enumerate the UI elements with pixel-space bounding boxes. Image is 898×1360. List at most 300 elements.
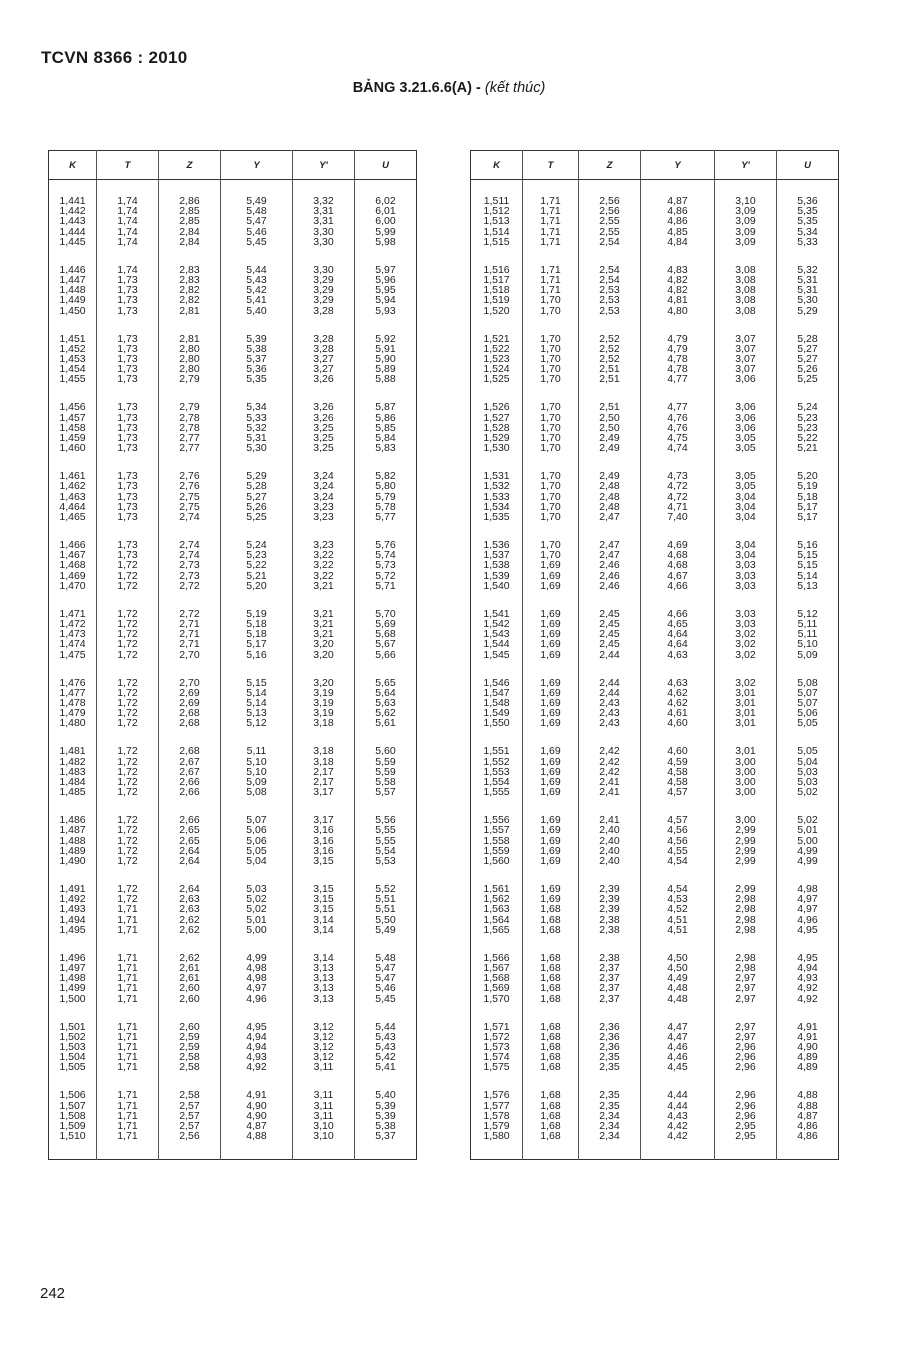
value-u: 4,90 — [797, 1040, 818, 1053]
value-k: 1,447 — [59, 273, 86, 286]
value-y-prime: 3,02 — [735, 628, 756, 641]
value-y-prime: 3,01 — [735, 707, 756, 720]
value-t: 1,71 — [117, 1089, 138, 1102]
column-cell-u — [355, 953, 417, 1022]
column-cell-y-prime — [715, 334, 777, 403]
value-t: 1,73 — [117, 431, 138, 444]
value-y-prime: 2,99 — [735, 882, 756, 895]
column-cell-t — [523, 1022, 579, 1091]
column-cell-z — [159, 884, 221, 953]
value-y: 4,76 — [667, 411, 688, 424]
value-t: 1,69 — [540, 676, 561, 689]
value-y-prime: 3,20 — [313, 676, 334, 689]
col-header-z: Z — [159, 151, 221, 180]
column-cell-t — [523, 334, 579, 403]
value-y: 4,56 — [667, 834, 688, 847]
column-cell-k — [49, 746, 97, 815]
value-t: 1,71 — [117, 961, 138, 974]
value-k: 1,497 — [59, 961, 86, 974]
value-z: 2,45 — [599, 628, 620, 641]
value-k: 1,458 — [59, 421, 86, 434]
value-t: 1,69 — [540, 686, 561, 699]
table-row-group — [471, 471, 839, 540]
value-y: 4,93 — [246, 1051, 267, 1064]
value-y: 4,73 — [667, 470, 688, 483]
value-k: 1,575 — [483, 1061, 510, 1074]
value-z: 2,36 — [599, 1020, 620, 1033]
value-u: 5,80 — [375, 480, 396, 493]
value-z: 2,79 — [179, 401, 200, 414]
column-cell-t — [523, 265, 579, 334]
value-y-prime: 3,01 — [735, 745, 756, 758]
value-y-prime: 3,11 — [313, 1109, 334, 1122]
value-u: 5,52 — [375, 882, 396, 895]
value-u: 5,07 — [797, 696, 818, 709]
value-z: 2,62 — [179, 951, 200, 964]
value-y-prime: 2,96 — [735, 1051, 756, 1064]
value-y-prime: 3,07 — [735, 332, 756, 345]
table-row-group — [471, 678, 839, 747]
value-t: 1,73 — [117, 332, 138, 345]
value-z: 2,35 — [599, 1051, 620, 1064]
value-y: 4,47 — [667, 1030, 688, 1043]
column-cell-t — [97, 815, 159, 884]
value-t: 1,72 — [117, 696, 138, 709]
value-z: 2,76 — [179, 470, 200, 483]
right-data-table — [470, 150, 839, 1160]
left-data-table — [48, 150, 417, 1160]
value-z: 2,56 — [599, 195, 620, 207]
column-cell-y — [221, 540, 293, 609]
value-k: 1,533 — [483, 490, 510, 503]
value-y-prime: 3,12 — [313, 1020, 334, 1033]
value-y: 4,56 — [667, 824, 688, 837]
value-k: 1,514 — [483, 225, 510, 238]
value-z: 2,72 — [179, 607, 200, 620]
column-cell-y-prime — [715, 609, 777, 678]
value-t: 1,70 — [540, 442, 561, 455]
value-z: 2,41 — [599, 786, 620, 799]
value-t: 1,69 — [540, 775, 561, 788]
value-u: 5,77 — [375, 510, 396, 523]
value-z: 2,64 — [179, 844, 200, 857]
value-y: 4,92 — [246, 1061, 267, 1074]
column-cell-u — [777, 334, 839, 403]
value-t: 1,69 — [540, 607, 561, 620]
value-u: 5,29 — [797, 304, 818, 317]
value-z: 2,49 — [599, 431, 620, 444]
value-k: 1,505 — [59, 1061, 86, 1074]
value-k: 1,547 — [483, 686, 510, 699]
value-y: 4,86 — [667, 205, 688, 218]
value-k: 1,489 — [59, 844, 86, 857]
value-y-prime: 3,16 — [313, 824, 334, 837]
value-y-prime: 3,24 — [313, 480, 334, 493]
value-t: 1,69 — [540, 854, 561, 867]
value-y: 5,10 — [246, 765, 267, 778]
value-z: 2,65 — [179, 834, 200, 847]
value-t: 1,72 — [117, 755, 138, 768]
value-y: 5,49 — [246, 195, 267, 207]
value-y-prime: 3,28 — [313, 304, 334, 317]
value-u: 5,71 — [375, 579, 396, 592]
value-y-prime: 2,96 — [735, 1099, 756, 1112]
column-cell-t — [97, 471, 159, 540]
value-u: 5,19 — [797, 480, 818, 493]
value-z: 2,72 — [179, 579, 200, 592]
table-title-main: BẢNG 3.21.6.6(A) - — [352, 80, 485, 96]
column-cell-y — [641, 265, 715, 334]
value-u: 4,89 — [797, 1061, 818, 1074]
column-cell-z — [579, 1090, 641, 1159]
column-cell-y-prime — [715, 815, 777, 884]
value-u: 5,03 — [797, 775, 818, 788]
value-z: 2,53 — [599, 294, 620, 307]
value-z: 2,48 — [599, 500, 620, 513]
column-cell-z — [159, 746, 221, 815]
value-t: 1,70 — [540, 538, 561, 551]
value-u: 5,31 — [797, 273, 818, 286]
column-cell-k — [471, 1090, 523, 1159]
value-t: 1,71 — [117, 982, 138, 995]
value-y-prime: 3,30 — [313, 263, 334, 276]
value-k: 1,487 — [59, 824, 86, 837]
value-y: 4,94 — [246, 1030, 267, 1043]
value-y-prime: 3,04 — [735, 490, 756, 503]
value-u: 5,72 — [375, 569, 396, 582]
column-cell-y — [641, 196, 715, 265]
value-y: 4,53 — [667, 893, 688, 906]
column-cell-y — [641, 334, 715, 403]
value-y: 4,43 — [667, 1109, 688, 1122]
value-t: 1,72 — [117, 607, 138, 620]
value-y-prime: 3,02 — [735, 676, 756, 689]
value-y-prime: 3,19 — [313, 707, 334, 720]
value-u: 4,97 — [797, 893, 818, 906]
value-u: 5,87 — [375, 401, 396, 414]
value-y: 5,25 — [246, 510, 267, 523]
value-z: 2,65 — [179, 824, 200, 837]
value-k: 1,549 — [483, 707, 510, 720]
value-y-prime: 2,96 — [735, 1061, 756, 1074]
value-k: 1,506 — [59, 1089, 86, 1102]
value-u: 5,11 — [797, 617, 818, 630]
value-y-prime: 3,26 — [313, 411, 334, 424]
value-z: 2,37 — [599, 972, 620, 985]
value-z: 2,83 — [179, 263, 200, 276]
value-y: 5,38 — [246, 342, 267, 355]
value-z: 2,54 — [599, 273, 620, 286]
value-k: 1,541 — [483, 607, 510, 620]
column-cell-t — [97, 884, 159, 953]
value-y: 5,13 — [246, 707, 267, 720]
value-z: 2,44 — [599, 648, 620, 661]
value-k: 1,510 — [59, 1130, 86, 1143]
value-k: 1,511 — [483, 195, 510, 207]
value-y: 4,91 — [246, 1089, 267, 1102]
column-cell-y-prime — [293, 678, 355, 747]
table-row-group — [49, 884, 417, 953]
value-k: 1,479 — [59, 707, 86, 720]
value-u: 5,25 — [797, 373, 818, 386]
value-u: 5,93 — [375, 304, 396, 317]
value-k: 1,573 — [483, 1040, 510, 1053]
column-cell-t — [523, 678, 579, 747]
value-k: 1,578 — [483, 1109, 510, 1122]
value-u: 5,84 — [375, 431, 396, 444]
value-y: 4,82 — [667, 273, 688, 286]
value-y-prime: 3,19 — [313, 696, 334, 709]
value-t: 1,68 — [540, 1130, 561, 1143]
value-u: 4,99 — [797, 854, 818, 867]
value-t: 1,72 — [117, 844, 138, 857]
value-y-prime: 3,30 — [313, 225, 334, 238]
value-t: 1,68 — [540, 1061, 561, 1074]
value-u: 5,39 — [375, 1109, 396, 1122]
column-cell-k — [49, 334, 97, 403]
value-u: 5,21 — [797, 442, 818, 455]
column-cell-u — [777, 1022, 839, 1091]
table-row-group — [49, 1090, 417, 1159]
value-y-prime: 3,03 — [735, 617, 756, 630]
col-header-k: K — [49, 151, 97, 180]
column-cell-z — [159, 678, 221, 747]
value-t: 1,68 — [540, 1020, 561, 1033]
value-u: 5,82 — [375, 470, 396, 483]
column-cell-t — [523, 953, 579, 1022]
value-k: 1,462 — [59, 480, 86, 493]
value-y-prime: 3,22 — [313, 569, 334, 582]
value-y-prime: 3,07 — [735, 342, 756, 355]
value-y: 4,95 — [246, 1020, 267, 1033]
column-cell-y — [641, 884, 715, 953]
value-z: 2,84 — [179, 235, 200, 248]
value-u: 5,01 — [797, 824, 818, 837]
value-z: 2,64 — [179, 854, 200, 867]
value-y: 5,12 — [246, 717, 267, 730]
value-y-prime: 3,13 — [313, 961, 334, 974]
value-k: 1,525 — [483, 373, 510, 386]
spacer-cell — [523, 180, 579, 197]
value-y: 4,82 — [667, 284, 688, 297]
value-y-prime: 3,10 — [313, 1119, 334, 1132]
value-u: 5,00 — [797, 834, 818, 847]
column-cell-y-prime — [715, 1022, 777, 1091]
value-z: 2,55 — [599, 215, 620, 228]
value-u: 5,05 — [797, 717, 818, 730]
value-u: 5,33 — [797, 235, 818, 248]
col-header-t: T — [97, 151, 159, 180]
column-cell-u — [355, 265, 417, 334]
col-header-y-prime: Y' — [715, 151, 777, 180]
column-cell-y — [641, 471, 715, 540]
value-z: 2,48 — [599, 480, 620, 493]
value-y: 5,32 — [246, 421, 267, 434]
value-u: 4,96 — [797, 913, 818, 926]
value-k: 1,508 — [59, 1109, 86, 1122]
value-y-prime: 2,97 — [735, 1030, 756, 1043]
value-k: 1,530 — [483, 442, 510, 455]
value-u: 5,20 — [797, 470, 818, 483]
value-k: 1,491 — [59, 882, 86, 895]
value-t: 1,73 — [117, 442, 138, 455]
value-y-prime: 3,06 — [735, 401, 756, 414]
value-u: 5,79 — [375, 490, 396, 503]
value-k: 1,494 — [59, 913, 86, 926]
value-t: 1,72 — [117, 628, 138, 641]
value-y: 4,71 — [667, 500, 688, 513]
value-z: 2,76 — [179, 480, 200, 493]
value-y-prime: 3,21 — [313, 628, 334, 641]
value-z: 2,47 — [599, 510, 620, 523]
value-u: 5,09 — [797, 648, 818, 661]
value-u: 5,88 — [375, 373, 396, 386]
value-u: 5,60 — [375, 745, 396, 758]
column-cell-u — [355, 196, 417, 265]
table-row-group — [49, 953, 417, 1022]
value-k: 1,546 — [483, 676, 510, 689]
column-cell-y-prime — [715, 678, 777, 747]
value-z: 2,57 — [179, 1109, 200, 1122]
value-u: 5,49 — [375, 923, 396, 936]
value-z: 2,80 — [179, 342, 200, 355]
value-y-prime: 3,03 — [735, 559, 756, 572]
value-k: 1,528 — [483, 421, 510, 434]
value-u: 5,97 — [375, 263, 396, 276]
value-t: 1,71 — [540, 225, 561, 238]
value-u: 5,46 — [375, 982, 396, 995]
value-y: 4,76 — [667, 421, 688, 434]
value-u: 5,44 — [375, 1020, 396, 1033]
column-cell-k — [471, 334, 523, 403]
value-u: 5,99 — [375, 225, 396, 238]
column-cell-t — [523, 884, 579, 953]
value-y: 4,79 — [667, 332, 688, 345]
value-k: 1,555 — [483, 786, 510, 799]
value-k: 1,465 — [59, 510, 86, 523]
column-cell-y — [221, 196, 293, 265]
value-y: 5,09 — [246, 775, 267, 788]
value-t: 1,71 — [117, 923, 138, 936]
value-y: 5,01 — [246, 913, 267, 926]
value-y-prime: 3,21 — [313, 617, 334, 630]
value-y: 5,36 — [246, 363, 267, 376]
value-y: 4,64 — [667, 628, 688, 641]
value-y-prime: 3,21 — [313, 607, 334, 620]
value-y-prime: 3,32 — [313, 195, 334, 207]
value-u: 5,55 — [375, 834, 396, 847]
value-y-prime: 3,06 — [735, 411, 756, 424]
value-y-prime: 3,12 — [313, 1030, 334, 1043]
value-u: 4,98 — [797, 882, 818, 895]
value-t: 1,69 — [540, 834, 561, 847]
value-z: 2,39 — [599, 903, 620, 916]
value-k: 1,571 — [483, 1020, 510, 1033]
value-y: 4,78 — [667, 352, 688, 365]
column-cell-t — [523, 1090, 579, 1159]
value-k: 1,467 — [59, 549, 86, 562]
value-z: 2,64 — [179, 882, 200, 895]
value-y: 5,33 — [246, 411, 267, 424]
value-t: 1,69 — [540, 638, 561, 651]
value-k: 1,535 — [483, 510, 510, 523]
value-y-prime: 3,13 — [313, 982, 334, 995]
value-k: 1,509 — [59, 1119, 86, 1132]
column-cell-u — [777, 678, 839, 747]
column-cell-u — [777, 471, 839, 540]
column-cell-t — [523, 609, 579, 678]
value-z: 2,60 — [179, 982, 200, 995]
value-z: 2,49 — [599, 470, 620, 483]
value-t: 1,71 — [117, 992, 138, 1005]
value-y-prime: 3,09 — [735, 235, 756, 248]
column-cell-t — [97, 1090, 159, 1159]
column-cell-y-prime — [293, 334, 355, 403]
value-y: 4,86 — [667, 215, 688, 228]
value-z: 2,82 — [179, 294, 200, 307]
value-y: 4,66 — [667, 607, 688, 620]
value-y-prime: 2,98 — [735, 961, 756, 974]
value-y: 4,77 — [667, 373, 688, 386]
value-k: 1,527 — [483, 411, 510, 424]
value-y-prime: 3,19 — [313, 686, 334, 699]
column-cell-z — [579, 540, 641, 609]
column-cell-u — [355, 1022, 417, 1091]
table-row-group — [471, 1090, 839, 1159]
value-y-prime: 2,96 — [735, 1040, 756, 1053]
spacer-cell — [97, 180, 159, 197]
value-t: 1,72 — [117, 786, 138, 799]
value-t: 1,71 — [540, 195, 561, 207]
value-t: 1,71 — [540, 263, 561, 276]
value-t: 1,73 — [117, 304, 138, 317]
value-y: 4,88 — [246, 1130, 267, 1143]
value-t: 1,73 — [117, 421, 138, 434]
value-y-prime: 3,05 — [735, 470, 756, 483]
value-z: 2,44 — [599, 676, 620, 689]
column-cell-k — [49, 196, 97, 265]
header-row — [49, 151, 417, 180]
value-t: 1,73 — [117, 500, 138, 513]
value-y: 5,41 — [246, 294, 267, 307]
value-z: 2,73 — [179, 569, 200, 582]
column-cell-y-prime — [715, 471, 777, 540]
value-z: 2,52 — [599, 332, 620, 345]
value-u: 5,59 — [375, 765, 396, 778]
value-u: 5,31 — [797, 284, 818, 297]
value-u: 5,98 — [375, 235, 396, 248]
column-cell-z — [159, 815, 221, 884]
value-y: 4,90 — [246, 1099, 267, 1112]
column-cell-z — [579, 884, 641, 953]
column-cell-y — [221, 1022, 293, 1091]
value-z: 2,53 — [599, 284, 620, 297]
value-t: 1,69 — [540, 717, 561, 730]
value-y-prime: 3,08 — [735, 294, 756, 307]
value-y-prime: 3,05 — [735, 442, 756, 455]
value-y-prime: 2,95 — [735, 1130, 756, 1143]
column-cell-t — [97, 1022, 159, 1091]
value-z: 2,51 — [599, 401, 620, 414]
col-header-y: Y — [641, 151, 715, 180]
value-z: 2,81 — [179, 332, 200, 345]
column-cell-k — [471, 1022, 523, 1091]
column-cell-z — [579, 746, 641, 815]
value-y: 4,65 — [667, 617, 688, 630]
column-cell-k — [49, 265, 97, 334]
value-t: 1,72 — [117, 648, 138, 661]
column-cell-k — [49, 471, 97, 540]
